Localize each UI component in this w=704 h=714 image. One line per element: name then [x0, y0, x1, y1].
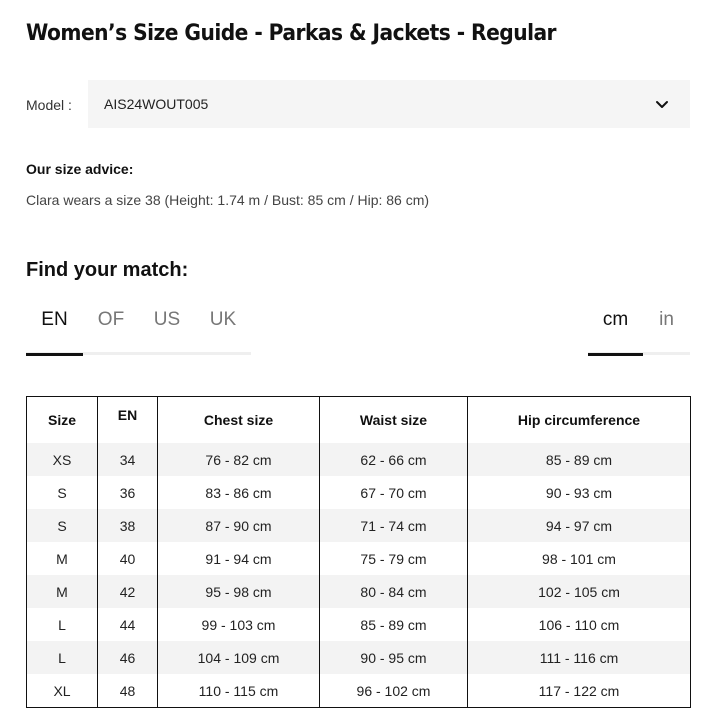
tab-size-system-us[interactable] [139, 306, 195, 354]
column-header-size: Size [27, 397, 98, 444]
cell-chest: 87 - 90 cm [158, 509, 320, 542]
model-select[interactable] [88, 80, 690, 128]
cell-system-size: 38 [98, 509, 158, 542]
tab-label: UK [209, 309, 237, 330]
column-header-system: EN [98, 397, 158, 444]
cell-waist: 67 - 70 cm [320, 476, 468, 509]
cell-hip: 94 - 97 cm [468, 509, 691, 542]
tab-size-system-of[interactable] [83, 306, 139, 354]
model-select-value: AIS24WOUT005 [104, 96, 209, 112]
size-advice-title: Our size advice: [26, 161, 134, 177]
table-row [27, 443, 691, 476]
cell-waist: 71 - 74 cm [320, 509, 468, 542]
cell-system-size: 36 [98, 476, 158, 509]
cell-chest: 104 - 109 cm [158, 641, 320, 674]
column-header-hip: Hip circumference [468, 397, 691, 444]
size-advice-text: Clara wears a size 38 (Height: 1.74 m / Bust: 85 cm / Hip: 86 cm) [26, 192, 430, 208]
cell-waist: 75 - 79 cm [320, 542, 468, 575]
cell-chest: 99 - 103 cm [158, 608, 320, 641]
tab-label: OF [97, 309, 125, 330]
column-header-chest: Chest size [158, 397, 320, 444]
chevron-down-icon [654, 96, 670, 112]
cell-size: XL [27, 674, 98, 708]
table-row [27, 575, 691, 608]
table-row [27, 608, 691, 641]
size-table [26, 396, 691, 708]
cell-hip: 117 - 122 cm [468, 674, 691, 708]
tab-label: US [153, 309, 181, 330]
cell-size: S [27, 476, 98, 509]
cell-size: M [27, 542, 98, 575]
cell-size: S [27, 509, 98, 542]
cell-system-size: 46 [98, 641, 158, 674]
cell-hip: 85 - 89 cm [468, 443, 691, 476]
table-row [27, 641, 691, 674]
tab-size-system-en[interactable] [26, 306, 83, 354]
cell-size: L [27, 641, 98, 674]
page-title: Women’s Size Guide - Parkas & Jackets - Regular [26, 21, 556, 46]
model-label: Model : [26, 97, 72, 113]
tab-unit-cm[interactable] [588, 306, 643, 354]
cell-chest: 95 - 98 cm [158, 575, 320, 608]
cell-system-size: 48 [98, 674, 158, 708]
table-row [27, 542, 691, 575]
cell-system-size: 44 [98, 608, 158, 641]
cell-size: XS [27, 443, 98, 476]
cell-size: M [27, 575, 98, 608]
tab-label: EN [41, 309, 68, 330]
cell-system-size: 40 [98, 542, 158, 575]
tab-unit-in[interactable] [643, 306, 690, 354]
cell-system-size: 42 [98, 575, 158, 608]
table-row [27, 509, 691, 542]
cell-hip: 111 - 116 cm [468, 641, 691, 674]
cell-waist: 62 - 66 cm [320, 443, 468, 476]
cell-hip: 90 - 93 cm [468, 476, 691, 509]
table-row [27, 476, 691, 509]
cell-waist: 90 - 95 cm [320, 641, 468, 674]
cell-waist: 85 - 89 cm [320, 608, 468, 641]
table-row [27, 674, 691, 708]
cell-system-size: 34 [98, 443, 158, 476]
cell-hip: 98 - 101 cm [468, 542, 691, 575]
tab-label: in [659, 309, 674, 330]
tab-label: cm [602, 309, 629, 330]
cell-size: L [27, 608, 98, 641]
cell-waist: 80 - 84 cm [320, 575, 468, 608]
table-header-row [27, 397, 691, 444]
cell-chest: 76 - 82 cm [158, 443, 320, 476]
cell-chest: 110 - 115 cm [158, 674, 320, 708]
cell-waist: 96 - 102 cm [320, 674, 468, 708]
column-header-waist: Waist size [320, 397, 468, 444]
cell-hip: 106 - 110 cm [468, 608, 691, 641]
cell-hip: 102 - 105 cm [468, 575, 691, 608]
cell-chest: 83 - 86 cm [158, 476, 320, 509]
tab-size-system-uk[interactable] [195, 306, 251, 354]
cell-chest: 91 - 94 cm [158, 542, 320, 575]
find-match-title: Find your match: [26, 259, 189, 281]
